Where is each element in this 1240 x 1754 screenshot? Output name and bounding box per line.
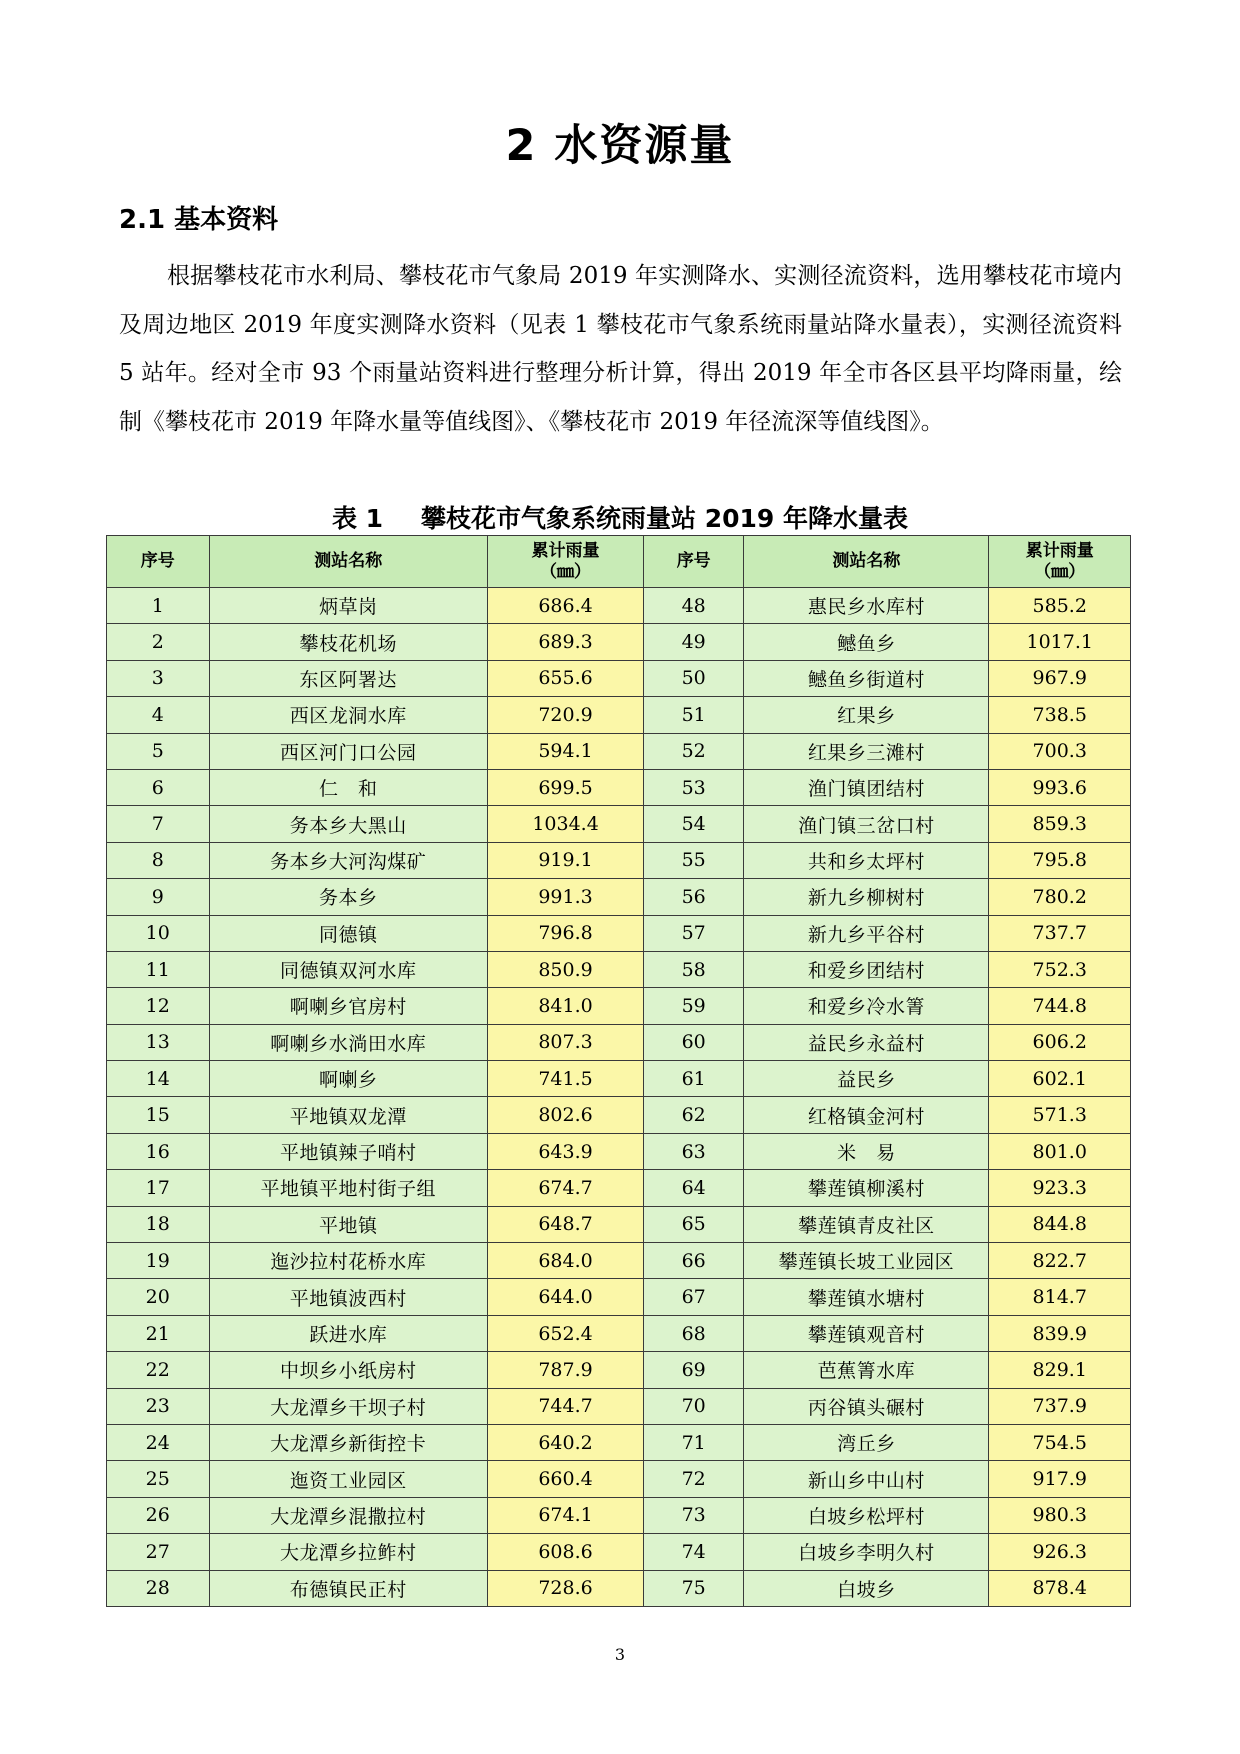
- serial-right-cell: 73: [644, 1497, 744, 1533]
- table-row: [107, 697, 1131, 733]
- table-row: [107, 769, 1131, 805]
- serial-right-cell: 59: [644, 988, 744, 1024]
- table-header-row: [107, 536, 1131, 588]
- serial-left-cell: 3: [107, 660, 210, 696]
- serial-left-cell: 26: [107, 1497, 210, 1533]
- station-name-right-cell: 攀莲镇青皮社区: [744, 1206, 989, 1242]
- rainfall-left-cell: 919.1: [488, 842, 644, 878]
- station-name-right-cell: 新山乡中山村: [744, 1461, 989, 1497]
- serial-right-cell: 55: [644, 842, 744, 878]
- rainfall-left-cell: 699.5: [488, 769, 644, 805]
- serial-left-cell: 11: [107, 951, 210, 987]
- table-row: [107, 1461, 1131, 1497]
- header-station-left: 测站名称: [209, 536, 488, 588]
- rainfall-left-cell: 674.1: [488, 1497, 644, 1533]
- station-name-right-cell: 惠民乡水库村: [744, 588, 989, 624]
- table-caption-title: 攀枝花市气象系统雨量站 2019 年降水量表: [421, 504, 909, 533]
- rainfall-right-cell: 1017.1: [989, 624, 1131, 660]
- table-row: [107, 879, 1131, 915]
- station-name-left-cell: 东区阿署达: [209, 660, 488, 696]
- serial-right-cell: 67: [644, 1279, 744, 1315]
- header-rainfall-left-line1: 累计雨量: [531, 540, 600, 561]
- rainfall-left-cell: 640.2: [488, 1424, 644, 1460]
- station-name-right-cell: 新九乡柳树村: [744, 879, 989, 915]
- station-name-left-cell: 平地镇平地村街子组: [209, 1170, 488, 1206]
- station-name-right-cell: 白坡乡李明久村: [744, 1534, 989, 1570]
- station-name-left-cell: 务本乡大河沟煤矿: [209, 842, 488, 878]
- station-name-left-cell: 跃进水库: [209, 1315, 488, 1351]
- rainfall-right-cell: 752.3: [989, 951, 1131, 987]
- rainfall-left-cell: 720.9: [488, 697, 644, 733]
- serial-left-cell: 17: [107, 1170, 210, 1206]
- rainfall-left-cell: 787.9: [488, 1352, 644, 1388]
- serial-right-cell: 65: [644, 1206, 744, 1242]
- serial-right-cell: 52: [644, 733, 744, 769]
- station-name-right-cell: 白坡乡松坪村: [744, 1497, 989, 1533]
- table-row: [107, 1206, 1131, 1242]
- serial-left-cell: 22: [107, 1352, 210, 1388]
- serial-left-cell: 27: [107, 1534, 210, 1570]
- serial-left-cell: 6: [107, 769, 210, 805]
- serial-left-cell: 14: [107, 1061, 210, 1097]
- rainfall-left-cell: 648.7: [488, 1206, 644, 1242]
- rainfall-right-cell: 700.3: [989, 733, 1131, 769]
- table-row: [107, 1352, 1131, 1388]
- table-body: [107, 588, 1131, 1607]
- table-row: [107, 988, 1131, 1024]
- serial-right-cell: 62: [644, 1097, 744, 1133]
- serial-right-cell: 50: [644, 660, 744, 696]
- rainfall-left-cell: 802.6: [488, 1097, 644, 1133]
- station-name-right-cell: 鳡鱼乡街道村: [744, 660, 989, 696]
- header-rainfall-right-line1: 累计雨量: [1025, 540, 1094, 561]
- station-name-left-cell: 平地镇双龙潭: [209, 1097, 488, 1133]
- rainfall-right-cell: 926.3: [989, 1534, 1131, 1570]
- serial-right-cell: 64: [644, 1170, 744, 1206]
- rainfall-right-cell: 738.5: [989, 697, 1131, 733]
- rainfall-right-cell: 801.0: [989, 1133, 1131, 1169]
- station-name-right-cell: 红果乡三滩村: [744, 733, 989, 769]
- rainfall-right-cell: 993.6: [989, 769, 1131, 805]
- rainfall-left-cell: 1034.4: [488, 806, 644, 842]
- serial-left-cell: 21: [107, 1315, 210, 1351]
- station-name-right-cell: 红格镇金河村: [744, 1097, 989, 1133]
- table-row: [107, 1388, 1131, 1424]
- table-row: [107, 733, 1131, 769]
- serial-left-cell: 16: [107, 1133, 210, 1169]
- rainfall-right-cell: 844.8: [989, 1206, 1131, 1242]
- serial-left-cell: 13: [107, 1024, 210, 1060]
- serial-left-cell: 12: [107, 988, 210, 1024]
- table-row: [107, 624, 1131, 660]
- table-row: [107, 1024, 1131, 1060]
- rainfall-right-cell: 980.3: [989, 1497, 1131, 1533]
- serial-left-cell: 19: [107, 1243, 210, 1279]
- serial-left-cell: 24: [107, 1424, 210, 1460]
- header-serial-right: 序号: [644, 536, 744, 588]
- serial-right-cell: 74: [644, 1534, 744, 1570]
- rainfall-table: [106, 535, 1131, 1607]
- serial-right-cell: 72: [644, 1461, 744, 1497]
- station-name-right-cell: 渔门镇团结村: [744, 769, 989, 805]
- table-row: [107, 1497, 1131, 1533]
- serial-left-cell: 23: [107, 1388, 210, 1424]
- serial-right-cell: 49: [644, 624, 744, 660]
- station-name-right-cell: 鳡鱼乡: [744, 624, 989, 660]
- serial-left-cell: 10: [107, 915, 210, 951]
- rainfall-left-cell: 796.8: [488, 915, 644, 951]
- station-name-left-cell: 西区龙洞水库: [209, 697, 488, 733]
- rainfall-left-cell: 741.5: [488, 1061, 644, 1097]
- station-name-left-cell: 迤资工业园区: [209, 1461, 488, 1497]
- rainfall-right-cell: 859.3: [989, 806, 1131, 842]
- table-row: [107, 1133, 1131, 1169]
- rainfall-left-cell: 674.7: [488, 1170, 644, 1206]
- station-name-right-cell: 攀莲镇柳溪村: [744, 1170, 989, 1206]
- station-name-left-cell: 同德镇双河水库: [209, 951, 488, 987]
- rainfall-right-cell: 737.9: [989, 1388, 1131, 1424]
- table-row: [107, 1279, 1131, 1315]
- station-name-right-cell: 新九乡平谷村: [744, 915, 989, 951]
- rainfall-left-cell: 643.9: [488, 1133, 644, 1169]
- rainfall-left-cell: 594.1: [488, 733, 644, 769]
- station-name-left-cell: 啊喇乡官房村: [209, 988, 488, 1024]
- station-name-right-cell: 攀莲镇观音村: [744, 1315, 989, 1351]
- rainfall-right-cell: 737.7: [989, 915, 1131, 951]
- station-name-left-cell: 布德镇民正村: [209, 1570, 488, 1606]
- serial-right-cell: 68: [644, 1315, 744, 1351]
- table-row: [107, 915, 1131, 951]
- table-row: [107, 1570, 1131, 1606]
- table-row: [107, 1061, 1131, 1097]
- rainfall-left-cell: 728.6: [488, 1570, 644, 1606]
- station-name-left-cell: 迤沙拉村花桥水库: [209, 1243, 488, 1279]
- station-name-right-cell: 攀莲镇长坡工业园区: [744, 1243, 989, 1279]
- station-name-right-cell: 和爱乡冷水箐: [744, 988, 989, 1024]
- serial-right-cell: 58: [644, 951, 744, 987]
- section-heading: 2.1 基本资料: [119, 205, 279, 235]
- serial-right-cell: 70: [644, 1388, 744, 1424]
- header-station-right: 测站名称: [744, 536, 989, 588]
- rainfall-right-cell: 744.8: [989, 988, 1131, 1024]
- station-name-left-cell: 大龙潭乡干坝子村: [209, 1388, 488, 1424]
- station-name-left-cell: 平地镇波西村: [209, 1279, 488, 1315]
- rainfall-right-cell: 829.1: [989, 1352, 1131, 1388]
- rainfall-right-cell: 814.7: [989, 1279, 1131, 1315]
- rainfall-right-cell: 606.2: [989, 1024, 1131, 1060]
- serial-right-cell: 63: [644, 1133, 744, 1169]
- serial-left-cell: 15: [107, 1097, 210, 1133]
- rainfall-left-cell: 608.6: [488, 1534, 644, 1570]
- rainfall-right-cell: 780.2: [989, 879, 1131, 915]
- station-name-right-cell: 益民乡: [744, 1061, 989, 1097]
- station-name-left-cell: 西区河门口公园: [209, 733, 488, 769]
- station-name-right-cell: 丙谷镇头碾村: [744, 1388, 989, 1424]
- station-name-left-cell: 中坝乡小纸房村: [209, 1352, 488, 1388]
- station-name-left-cell: 大龙潭乡新街控卡: [209, 1424, 488, 1460]
- station-name-left-cell: 平地镇辣子哨村: [209, 1133, 488, 1169]
- rainfall-left-cell: 652.4: [488, 1315, 644, 1351]
- rainfall-right-cell: 878.4: [989, 1570, 1131, 1606]
- table-row: [107, 842, 1131, 878]
- serial-left-cell: 2: [107, 624, 210, 660]
- station-name-right-cell: 湾丘乡: [744, 1424, 989, 1460]
- serial-right-cell: 56: [644, 879, 744, 915]
- table-row: [107, 1170, 1131, 1206]
- rainfall-right-cell: 923.3: [989, 1170, 1131, 1206]
- station-name-left-cell: 平地镇: [209, 1206, 488, 1242]
- table-row: [107, 1534, 1131, 1570]
- station-name-right-cell: 共和乡太坪村: [744, 842, 989, 878]
- header-serial-left: 序号: [107, 536, 210, 588]
- serial-right-cell: 61: [644, 1061, 744, 1097]
- rainfall-right-cell: 967.9: [989, 660, 1131, 696]
- station-name-left-cell: 务本乡大黑山: [209, 806, 488, 842]
- station-name-right-cell: 攀莲镇水塘村: [744, 1279, 989, 1315]
- rainfall-right-cell: 571.3: [989, 1097, 1131, 1133]
- serial-left-cell: 9: [107, 879, 210, 915]
- rainfall-right-cell: 917.9: [989, 1461, 1131, 1497]
- serial-right-cell: 53: [644, 769, 744, 805]
- station-name-left-cell: 务本乡: [209, 879, 488, 915]
- serial-right-cell: 57: [644, 915, 744, 951]
- station-name-left-cell: 仁 和: [209, 769, 488, 805]
- table-caption: [0, 499, 1240, 535]
- table-row: [107, 806, 1131, 842]
- table-row: [107, 1243, 1131, 1279]
- rainfall-left-cell: 689.3: [488, 624, 644, 660]
- rainfall-right-cell: 585.2: [989, 588, 1131, 624]
- body-paragraph: 根据攀枝花市水利局、攀枝花市气象局 2019 年实测降水、实测径流资料，选用攀枝花市境内及周边地区 2019 年度实测降水资料（见表 1 攀枝花市气象系统雨量站降水量表），实测径流资料 5 站年。经对全市 93 个雨量站资料进行整理分析计算，得出 2019 年全市各区县平均降雨量，绘制《攀枝花市 2019 年降水量等值线图》、《攀枝花市 2019 年径流深等值线图》。: [119, 263, 1122, 435]
- serial-right-cell: 60: [644, 1024, 744, 1060]
- serial-right-cell: 48: [644, 588, 744, 624]
- header-rainfall-left: [488, 536, 644, 588]
- rainfall-right-cell: 602.1: [989, 1061, 1131, 1097]
- rainfall-left-cell: 655.6: [488, 660, 644, 696]
- rainfall-left-cell: 991.3: [488, 879, 644, 915]
- rainfall-left-cell: 684.0: [488, 1243, 644, 1279]
- serial-left-cell: 1: [107, 588, 210, 624]
- serial-left-cell: 4: [107, 697, 210, 733]
- header-rainfall-right: [989, 536, 1131, 588]
- table-row: [107, 951, 1131, 987]
- table-row: [107, 1315, 1131, 1351]
- rainfall-right-cell: 754.5: [989, 1424, 1131, 1460]
- serial-right-cell: 71: [644, 1424, 744, 1460]
- serial-left-cell: 8: [107, 842, 210, 878]
- serial-right-cell: 75: [644, 1570, 744, 1606]
- serial-right-cell: 69: [644, 1352, 744, 1388]
- serial-left-cell: 28: [107, 1570, 210, 1606]
- station-name-right-cell: 白坡乡: [744, 1570, 989, 1606]
- rainfall-left-cell: 807.3: [488, 1024, 644, 1060]
- station-name-left-cell: 大龙潭乡拉鲊村: [209, 1534, 488, 1570]
- station-name-right-cell: 红果乡: [744, 697, 989, 733]
- serial-right-cell: 54: [644, 806, 744, 842]
- station-name-left-cell: 啊喇乡: [209, 1061, 488, 1097]
- serial-left-cell: 5: [107, 733, 210, 769]
- rainfall-left-cell: 841.0: [488, 988, 644, 1024]
- serial-right-cell: 66: [644, 1243, 744, 1279]
- table-row: [107, 588, 1131, 624]
- rainfall-left-cell: 686.4: [488, 588, 644, 624]
- station-name-right-cell: 益民乡永益村: [744, 1024, 989, 1060]
- rainfall-right-cell: 839.9: [989, 1315, 1131, 1351]
- serial-left-cell: 18: [107, 1206, 210, 1242]
- table-row: [107, 1097, 1131, 1133]
- header-rainfall-left-line2: （㎜）: [540, 561, 592, 582]
- page-number: 3: [614, 1645, 626, 1664]
- serial-left-cell: 20: [107, 1279, 210, 1315]
- station-name-left-cell: 啊喇乡水淌田水库: [209, 1024, 488, 1060]
- rainfall-left-cell: 644.0: [488, 1279, 644, 1315]
- station-name-right-cell: 渔门镇三岔口村: [744, 806, 989, 842]
- serial-right-cell: 51: [644, 697, 744, 733]
- station-name-left-cell: 同德镇: [209, 915, 488, 951]
- rainfall-left-cell: 850.9: [488, 951, 644, 987]
- rainfall-right-cell: 795.8: [989, 842, 1131, 878]
- rainfall-left-cell: 744.7: [488, 1388, 644, 1424]
- station-name-right-cell: 芭蕉箐水库: [744, 1352, 989, 1388]
- station-name-left-cell: 大龙潭乡混撒拉村: [209, 1497, 488, 1533]
- rainfall-right-cell: 822.7: [989, 1243, 1131, 1279]
- station-name-right-cell: 和爱乡团结村: [744, 951, 989, 987]
- station-name-left-cell: 炳草岗: [209, 588, 488, 624]
- station-name-right-cell: 米 易: [744, 1133, 989, 1169]
- page-title: 2 水资源量: [505, 121, 735, 171]
- rainfall-left-cell: 660.4: [488, 1461, 644, 1497]
- header-rainfall-right-line2: （㎜）: [1034, 561, 1086, 582]
- serial-left-cell: 7: [107, 806, 210, 842]
- station-name-left-cell: 攀枝花机场: [209, 624, 488, 660]
- table-row: [107, 660, 1131, 696]
- table-row: [107, 1424, 1131, 1460]
- serial-left-cell: 25: [107, 1461, 210, 1497]
- table-caption-number: 表 1: [331, 504, 384, 533]
